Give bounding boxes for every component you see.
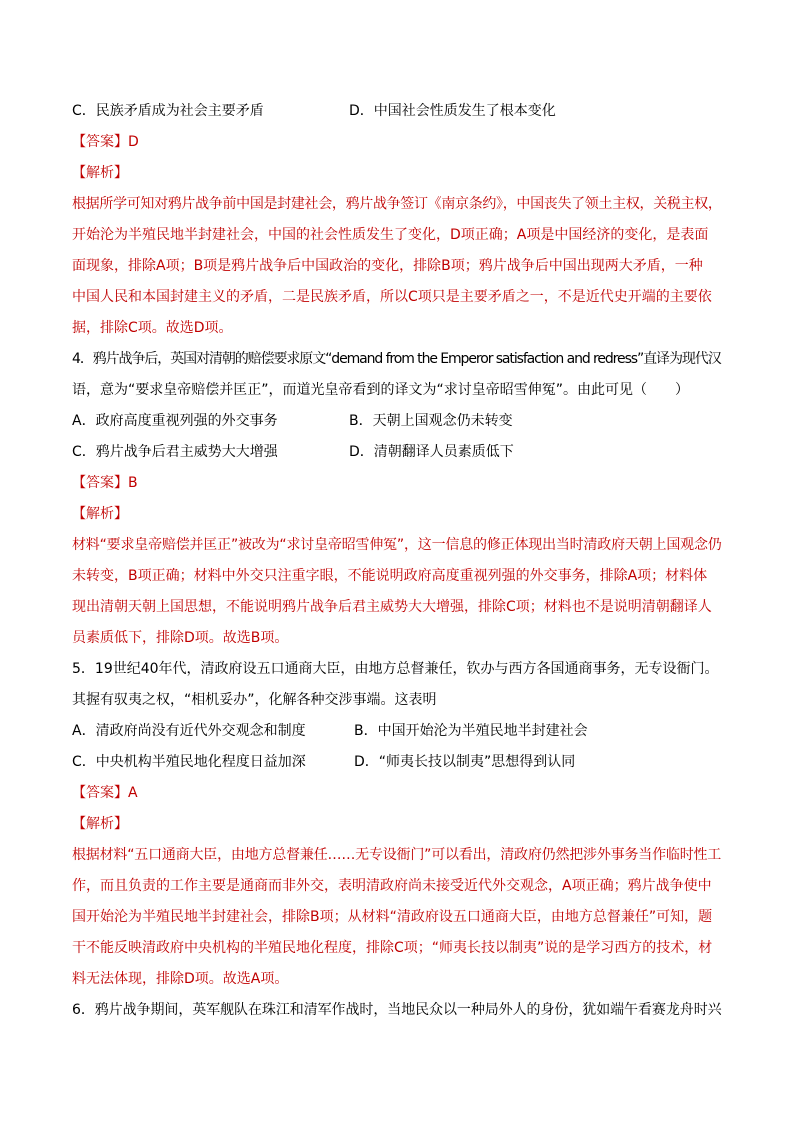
q4-answer: 【答案】B [72, 475, 138, 491]
q4-analysis-line: 材料“要求皇帝赔偿并匡正”被改为“求讨皇帝昭雪伸冤”，这一信息的修正体现出当时清政府天朝上国观念仍 [72, 537, 722, 553]
q5-stem-line: 5．19世纪40年代，清政府设五口通商大臣，由地方总督兼任，钦办与西方各国通商事务，无专设衙门。 [72, 661, 719, 677]
q5-options-row [72, 716, 724, 747]
q3-option-c: C．民族矛盾成为社会主要矛盾 [72, 103, 264, 119]
q3-option-d: D．中国社会性质发生了根本变化 [349, 103, 556, 119]
q5-analysis-line: 料无法体现，排除D项。故选A项。 [72, 971, 289, 987]
q4-options-row [72, 406, 724, 437]
q4-option-a: A．政府高度重视列强的外交事务 [72, 413, 278, 429]
q4-option-d: D．清朝翻译人员素质低下 [349, 444, 514, 460]
q5-options-row [72, 747, 724, 778]
q5-analysis-label: 【解析】 [72, 816, 128, 832]
q5-option-a: A．清政府尚没有近代外交观念和制度 [72, 723, 306, 739]
q3-analysis-line: 根据所学可知对鸦片战争前中国是封建社会，鸦片战争签订《南京条约》，中国丧失了领土主权，关税主权， [72, 196, 722, 212]
q3-analysis-line: 据，排除C项。故选D项。 [72, 320, 233, 336]
q4-option-c: C．鸦片战争后君主威势大大增强 [72, 444, 278, 460]
q5-analysis-line: 国开始沦为半殖民地半封建社会，排除B项；从材料“清政府设五口通商大臣，由地方总督兼任”可知，题 [72, 909, 713, 925]
q5-analysis-line: 根据材料“五口通商大臣，由地方总督兼任……无专设衙门”可以看出，清政府仍然把涉外事务当作临时性工 [72, 847, 722, 863]
document-page [72, 96, 724, 1026]
q5-analysis-line: 干不能反映清政府中央机构的半殖民地化程度，排除C项；“师夷长技以制夷”说的是学习西方的技术，材 [72, 940, 713, 956]
q4-analysis-line: 未转变，B项正确；材料中外交只注重字眼，不能说明政府高度重视列强的外交事务，排除A项；材料体 [72, 568, 708, 584]
q3-analysis-line: 中国人民和本国封建主义的矛盾，二是民族矛盾，所以C项只是主要矛盾之一，不是近代史开端的主要依 [72, 289, 712, 305]
q4-stem-line: 4．鸦片战争后，英国对清朝的赔偿要求原文“demand from the Emperor satisfaction and redress”直译为现代汉 [72, 351, 721, 367]
q4-analysis-line: 员素质低下，排除D项。故选B项。 [72, 630, 289, 646]
q5-stem-line: 其握有驭夷之权，“相机妥办”，化解各种交涉事端。这表明 [72, 692, 437, 708]
q5-answer: 【答案】A [72, 785, 138, 801]
q4-analysis-label: 【解析】 [72, 506, 128, 522]
q3-analysis-line: 面现象，排除A项；B项是鸦片战争后中国政治的变化，排除B项；鸦片战争后中国出现两大矛盾，一种 [72, 258, 703, 274]
q4-analysis-line: 现出清朝天朝上国思想，不能说明鸦片战争后君主威势大大增强，排除C项；材料也不是说明清朝翻译人 [72, 599, 712, 615]
q5-option-b: B．中国开始沦为半殖民地半封建社会 [354, 723, 588, 739]
q5-option-c: C．中央机构半殖民地化程度日益加深 [72, 754, 306, 770]
q4-stem-line: 语，意为“要求皇帝赔偿并匡正”，而道光皇帝看到的译文为“求讨皇帝昭雪伸冤”。由此可见（ ） [72, 382, 690, 398]
q4-option-b: B．天朝上国观念仍未转变 [349, 413, 513, 429]
q3-analysis-line: 开始沦为半殖民地半封建社会，中国的社会性质发生了变化，D项正确；A项是中国经济的变化，是表面 [72, 227, 709, 243]
q3-analysis-label: 【解析】 [72, 165, 128, 181]
q5-option-d: D．“师夷长技以制夷”思想得到认同 [354, 754, 576, 770]
q3-answer: 【答案】D [72, 134, 139, 150]
q5-analysis-line: 作，而且负责的工作主要是通商而非外交，表明清政府尚未接受近代外交观念，A项正确；鸦片战争使中 [72, 878, 712, 894]
q6-stem-line: 6．鸦片战争期间，英军舰队在珠江和清军作战时，当地民众以一种局外人的身份，犹如端午看赛龙舟时兴 [72, 1002, 722, 1018]
q3-options-row [72, 96, 724, 127]
q4-options-row [72, 437, 724, 468]
